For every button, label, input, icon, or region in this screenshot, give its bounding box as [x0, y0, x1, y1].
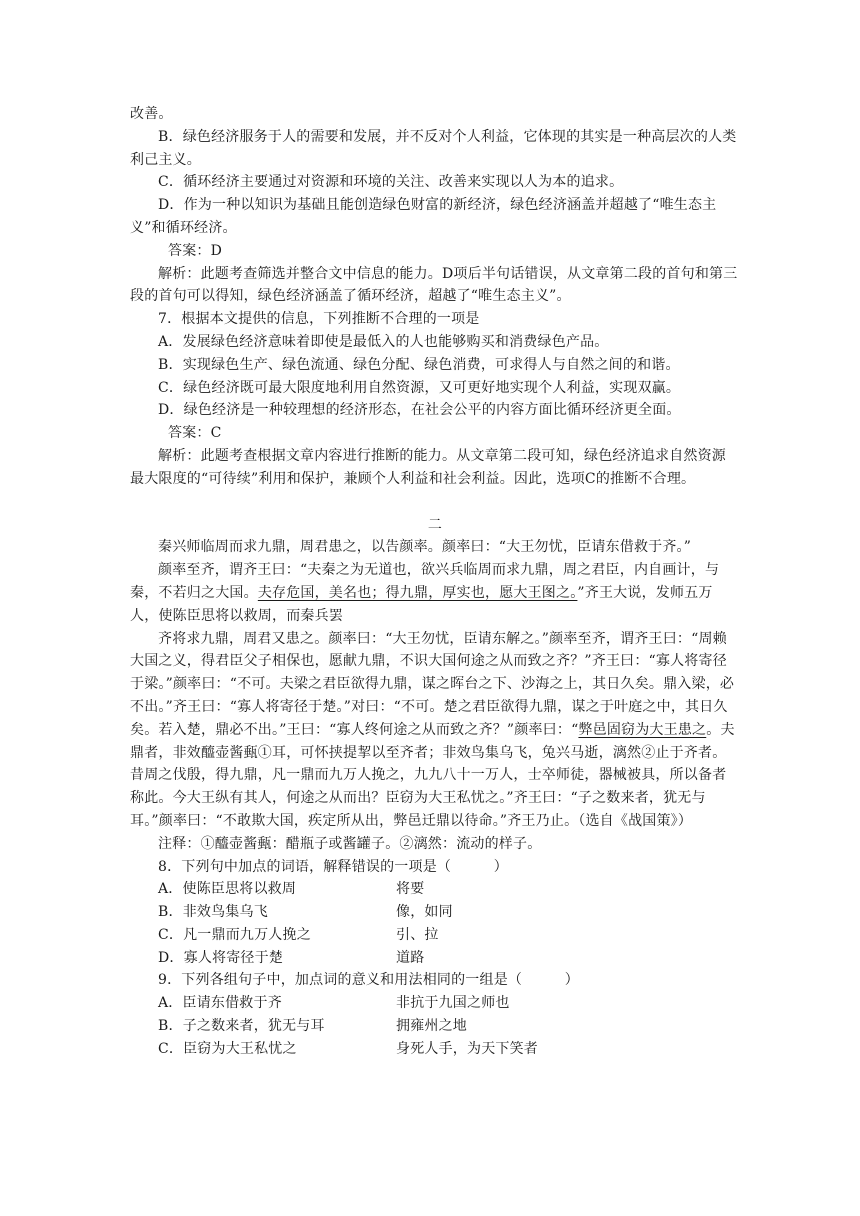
- q9-option-row: [130, 1038, 740, 1061]
- q6-option-b: B．绿色经济服务于人的需要和发展，并不反对个人利益，它体现的其实是一种高层次的人类利己主义。: [130, 128, 737, 168]
- q8-option-gloss: 像，如同: [396, 904, 453, 921]
- q8-option-gloss: 引、拉: [396, 926, 439, 943]
- q9-option-row: [130, 992, 740, 1015]
- passage-paragraph-2: [130, 559, 740, 627]
- q7-answer: 答案：C: [168, 425, 222, 442]
- q8-option-sentence: C．凡一鼎而九万人挽之: [158, 926, 311, 943]
- q9-option-left: A．臣请东借救于齐: [158, 995, 282, 1012]
- q7-option-c: C．绿色经济既可最大限度地利用自然资源，又可更好地实现个人利益，实现双赢。: [158, 379, 681, 396]
- q7-option-d: D．绿色经济是一种较理想的经济形态，在社会公平的内容方面比循环经济更全面。: [158, 402, 681, 419]
- q8-option-sentence: D．寡人将寄径于楚: [158, 949, 284, 966]
- q8-option-row: [130, 947, 740, 970]
- q7-option-b: B．实现绿色生产、绿色流通、绿色分配、绿色消费，可求得人与自然之间的和谐。: [158, 356, 680, 373]
- q9-option-right: 非抗于九国之师也: [396, 995, 510, 1012]
- underlined-sentence: 弊邑固窃为大王患之: [578, 721, 707, 738]
- q8-option-row: [130, 878, 740, 901]
- q8-option-sentence: A．使陈臣思将以救周: [158, 881, 297, 898]
- q9-option-left: C．臣窃为大王私忧之: [158, 1040, 297, 1057]
- passage-paragraph-3: [130, 628, 740, 833]
- q8-option-row: [130, 924, 740, 947]
- passage-paragraph-1: 秦兴师临周而求九鼎，周君患之，以告颜率。颜率曰：“大王勿忧，臣请东借救于齐。”: [158, 539, 692, 556]
- passage-text: 齐将求九鼎，周君又患之。颜率曰：“大王勿忧，臣请东解之。”颜率至齐，谓齐王曰：“周赖大国之义，得君臣父子相保也，愿献九鼎，不识大国何途之从而致之齐？”齐王曰：“寡人将寄径于梁。”颜率曰：“不可。夫梁之君臣欲得九鼎，谋之晖台之下、沙海之上，其日久矣。鼎入梁，必不出。”齐王曰：“寡人将寄径于楚。”对曰：“不可。楚之君臣欲得九鼎，谋之于叶庭之中，其日久矣。若入楚，鼎必不出。”王曰：“寡人终何途之从而致之齐？”颜率曰：“: [130, 630, 735, 738]
- q8-stem: 8．下列句中加点的词语，解释错误的一项是（ ）: [158, 858, 508, 875]
- q8-option-gloss: 道路: [396, 949, 425, 966]
- q8-option-gloss: 将要: [396, 881, 425, 898]
- q6-answer: 答案：D: [168, 242, 223, 259]
- q8-option-sentence: B．非效鸟集乌飞: [158, 904, 268, 921]
- q9-option-left: B．子之数来者，犹无与耳: [158, 1018, 325, 1035]
- passage-text: 。夫鼎者，非效醯壶酱甀①耳，可怀挟提挈以至齐者；非效鸟集乌飞，兔兴马逝，漓然②止于齐者。昔周之伐殷，得九鼎，凡一鼎而九万人挽之，九九八十一万人，士卒师徒，器械被具，所以备者称此。今大王纵有其人，何途之从而出？臣窃为大王私忧之。”齐王曰：“子之数来者，犹无与耳。”颜率曰：“不敢欺大国，疾定所从出，弊邑迁鼎以待命。”齐王乃止。（选自《战国策》）: [130, 721, 735, 829]
- q6-option-c: C．循环经济主要通过对资源和环境的关注、改善来实现以人为本的追求。: [158, 174, 624, 191]
- q6-option-d: D．作为一种以知识为基础且能创造绿色财富的新经济，绿色经济涵盖并超越了“唯生态主义”和循环经济。: [130, 197, 717, 236]
- document-page: [130, 103, 740, 1061]
- q9-option-row: [130, 1015, 740, 1038]
- passage-text: 颜率至齐，谓齐王曰：“夫秦之为无道也，欲兴兵临周而求九鼎，周之君臣，内自画计，与秦，不若归之大国。: [130, 562, 720, 601]
- q7-analysis: 解析：此题考查根据文章内容进行推断的能力。从文章第二段可知，绿色经济追求自然资源最大限度的“可待续”利用和保护，兼顾个人利益和社会利益。因此，选项C的推断不合理。: [130, 447, 726, 487]
- q7-option-a: A．发展绿色经济意味着即使是最低入的人也能够购买和消费绿色产品。: [158, 333, 609, 350]
- q7-stem: 7．根据本文提供的信息，下列推断不合理的一项是: [158, 311, 480, 328]
- passage-text: ”齐王大说，发师五万人，使陈臣思将以救周，而秦兵罢: [130, 584, 713, 624]
- q9-option-right: 身死人手，为天下笑者: [396, 1040, 538, 1057]
- q6-option-a-tail: 改善。: [130, 106, 173, 122]
- q9-stem: 9．下列各组句子中，加点词的意义和用法相同的一组是（ ）: [158, 972, 579, 989]
- passage-notes: 注释：①醯壶酱甀：醋瓶子或酱罐子。②漓然：流动的样子。: [158, 835, 542, 852]
- q8-option-row: [130, 901, 740, 924]
- q9-option-right: 拥雍州之地: [396, 1018, 467, 1035]
- q6-analysis: 解析：此题考查筛选并整合文中信息的能力。D项后半句话错误，从文章第二段的首句和第三段的首句可以得知，绿色经济涵盖了循环经济，超越了“唯生态主义”。: [130, 265, 738, 305]
- underlined-sentence: 夫存危国，美名也；得九鼎，厚实也，愿大王图之。: [257, 584, 578, 601]
- section-heading: 二: [427, 516, 443, 533]
